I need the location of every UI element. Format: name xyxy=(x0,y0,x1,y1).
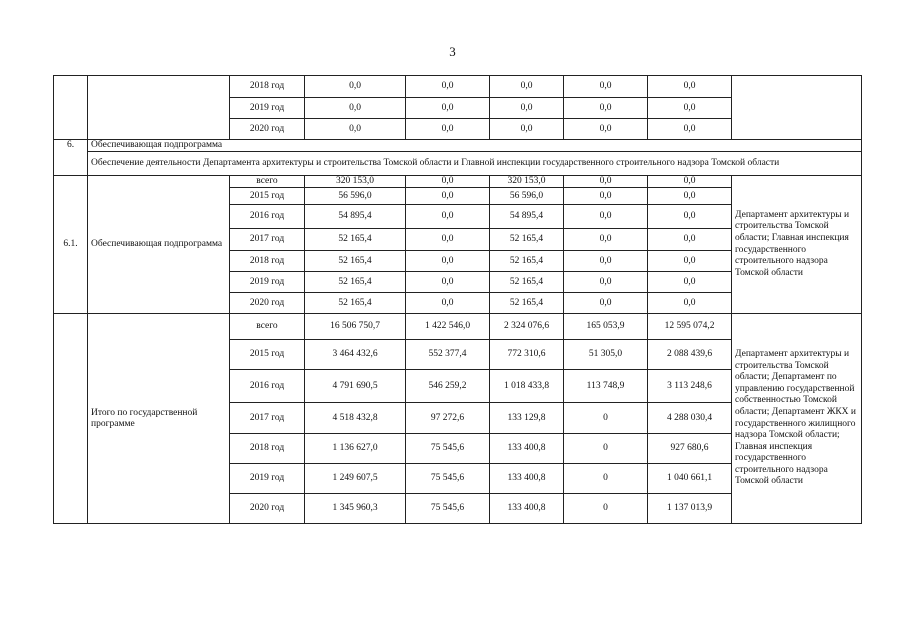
year-cell: 2020 год xyxy=(230,293,305,314)
value-cell: 0,0 xyxy=(564,188,648,205)
value-cell: 0,0 xyxy=(305,76,406,98)
value-cell: 0,0 xyxy=(406,205,490,229)
number-cell xyxy=(54,314,88,524)
value-cell: 75 545,6 xyxy=(406,494,490,524)
value-cell: 1 422 546,0 xyxy=(406,314,490,340)
year-cell: 2020 год xyxy=(230,494,305,524)
year-cell: 2017 год xyxy=(230,229,305,251)
value-cell: 0,0 xyxy=(648,293,732,314)
section-number: 6. xyxy=(54,140,88,176)
year-cell: 2018 год xyxy=(230,434,305,464)
value-cell: 97 272,6 xyxy=(406,403,490,434)
value-cell: 12 595 074,2 xyxy=(648,314,732,340)
year-cell: 2020 год xyxy=(230,119,305,140)
value-cell: 52 165,4 xyxy=(490,272,564,293)
value-cell: 0,0 xyxy=(490,76,564,98)
year-cell: 2016 год xyxy=(230,370,305,403)
value-cell: 52 165,4 xyxy=(305,229,406,251)
value-cell: 0,0 xyxy=(406,188,490,205)
value-cell: 320 153,0 xyxy=(305,176,406,188)
year-cell: всего xyxy=(230,176,305,188)
value-cell: 0,0 xyxy=(490,98,564,119)
responsible-cell: Департамент архитектуры и строительства Томской области; Департамент по управлению государственной собственностью Томской области; Департамент ЖКХ и государственного жилищного надзора Томской области; Главная инспекция государственного строительного надзора Томской области xyxy=(732,314,862,524)
value-cell: 0,0 xyxy=(564,98,648,119)
value-cell: 1 137 013,9 xyxy=(648,494,732,524)
value-cell: 51 305,0 xyxy=(564,340,648,370)
value-cell: 0,0 xyxy=(305,98,406,119)
value-cell: 0,0 xyxy=(305,119,406,140)
section-title: Обеспечивающая подпрограмма xyxy=(88,140,862,152)
value-cell: 133 129,8 xyxy=(490,403,564,434)
value-cell: 0,0 xyxy=(406,272,490,293)
year-cell: 2015 год xyxy=(230,340,305,370)
value-cell: 133 400,8 xyxy=(490,434,564,464)
table-row xyxy=(54,176,862,188)
responsible-cell xyxy=(732,76,862,140)
year-cell: всего xyxy=(230,314,305,340)
table-row xyxy=(54,314,862,340)
value-cell: 113 748,9 xyxy=(564,370,648,403)
value-cell: 0,0 xyxy=(406,98,490,119)
value-cell: 0,0 xyxy=(564,272,648,293)
value-cell: 4 518 432,8 xyxy=(305,403,406,434)
value-cell: 546 259,2 xyxy=(406,370,490,403)
value-cell: 0,0 xyxy=(648,119,732,140)
value-cell: 165 053,9 xyxy=(564,314,648,340)
value-cell: 1 136 627,0 xyxy=(305,434,406,464)
value-cell: 54 895,4 xyxy=(490,205,564,229)
value-cell: 52 165,4 xyxy=(490,251,564,272)
value-cell: 772 310,6 xyxy=(490,340,564,370)
value-cell: 133 400,8 xyxy=(490,464,564,494)
value-cell: 75 545,6 xyxy=(406,464,490,494)
value-cell: 320 153,0 xyxy=(490,176,564,188)
value-cell: 1 040 661,1 xyxy=(648,464,732,494)
value-cell: 133 400,8 xyxy=(490,494,564,524)
value-cell: 0,0 xyxy=(564,229,648,251)
name-cell: Итого по государственной программе xyxy=(88,314,230,524)
name-cell xyxy=(88,76,230,140)
value-cell: 0,0 xyxy=(564,119,648,140)
value-cell: 54 895,4 xyxy=(305,205,406,229)
value-cell: 0,0 xyxy=(406,176,490,188)
value-cell: 56 596,0 xyxy=(305,188,406,205)
value-cell: 0,0 xyxy=(648,188,732,205)
year-cell: 2019 год xyxy=(230,98,305,119)
year-cell: 2019 год xyxy=(230,272,305,293)
value-cell: 1 018 433,8 xyxy=(490,370,564,403)
name-cell: Обеспечивающая подпрограмма xyxy=(88,176,230,314)
number-cell: 6.1. xyxy=(54,176,88,314)
value-cell: 16 506 750,7 xyxy=(305,314,406,340)
responsible-cell: Департамент архитектуры и строительства Томской области; Главная инспекция государственного строительного надзора Томской области xyxy=(732,176,862,314)
value-cell: 0,0 xyxy=(406,293,490,314)
value-cell: 75 545,6 xyxy=(406,434,490,464)
year-cell: 2015 год xyxy=(230,188,305,205)
value-cell: 0,0 xyxy=(564,293,648,314)
value-cell: 2 324 076,6 xyxy=(490,314,564,340)
value-cell: 0,0 xyxy=(648,76,732,98)
value-cell: 0,0 xyxy=(648,176,732,188)
value-cell: 0 xyxy=(564,434,648,464)
value-cell: 0,0 xyxy=(564,76,648,98)
page-number: 3 xyxy=(449,44,456,59)
value-cell: 4 791 690,5 xyxy=(305,370,406,403)
value-cell: 0,0 xyxy=(648,205,732,229)
value-cell: 52 165,4 xyxy=(305,251,406,272)
table-row xyxy=(54,76,862,98)
value-cell: 0,0 xyxy=(648,251,732,272)
value-cell: 0,0 xyxy=(490,119,564,140)
value-cell: 52 165,4 xyxy=(490,229,564,251)
number-cell xyxy=(54,76,88,140)
value-cell: 1 345 960,3 xyxy=(305,494,406,524)
value-cell: 552 377,4 xyxy=(406,340,490,370)
value-cell: 0,0 xyxy=(406,119,490,140)
value-cell: 0 xyxy=(564,403,648,434)
year-cell: 2018 год xyxy=(230,76,305,98)
value-cell: 0,0 xyxy=(648,229,732,251)
section-goal: Обеспечение деятельности Департамента архитектуры и строительства Томской области и Главной инспекции государственного строительного надзора Томской области xyxy=(88,152,862,176)
value-cell: 0 xyxy=(564,464,648,494)
value-cell: 0,0 xyxy=(406,229,490,251)
section-goal-row xyxy=(54,152,862,176)
value-cell: 3 464 432,6 xyxy=(305,340,406,370)
financing-table xyxy=(53,75,862,524)
value-cell: 3 113 248,6 xyxy=(648,370,732,403)
value-cell: 0,0 xyxy=(564,251,648,272)
value-cell: 0,0 xyxy=(648,272,732,293)
value-cell: 52 165,4 xyxy=(305,272,406,293)
value-cell: 0,0 xyxy=(564,205,648,229)
year-cell: 2019 год xyxy=(230,464,305,494)
value-cell: 0,0 xyxy=(564,176,648,188)
value-cell: 927 680,6 xyxy=(648,434,732,464)
year-cell: 2017 год xyxy=(230,403,305,434)
value-cell: 1 249 607,5 xyxy=(305,464,406,494)
value-cell: 56 596,0 xyxy=(490,188,564,205)
section-row xyxy=(54,140,862,152)
value-cell: 52 165,4 xyxy=(305,293,406,314)
year-cell: 2016 год xyxy=(230,205,305,229)
value-cell: 0,0 xyxy=(648,98,732,119)
value-cell: 0,0 xyxy=(406,76,490,98)
value-cell: 0,0 xyxy=(406,251,490,272)
value-cell: 52 165,4 xyxy=(490,293,564,314)
value-cell: 4 288 030,4 xyxy=(648,403,732,434)
year-cell: 2018 год xyxy=(230,251,305,272)
value-cell: 2 088 439,6 xyxy=(648,340,732,370)
value-cell: 0 xyxy=(564,494,648,524)
